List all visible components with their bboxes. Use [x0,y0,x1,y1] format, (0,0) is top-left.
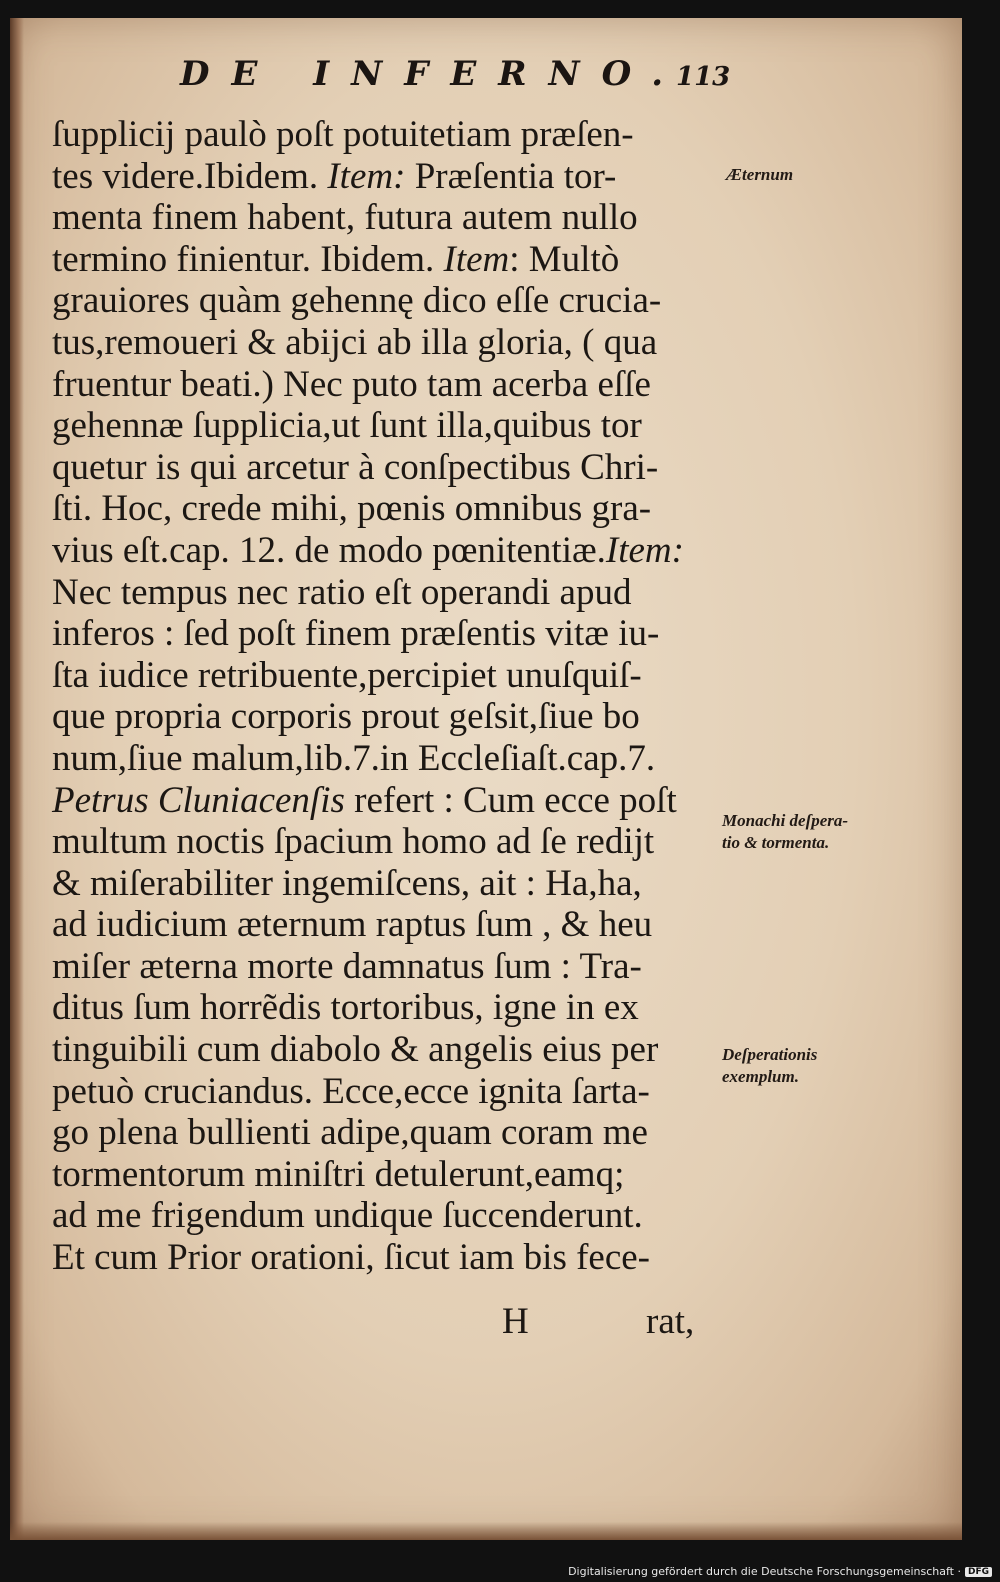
text-line [52,655,752,697]
text-segment: grauiores quàm gehennę dico eſſe crucia- [52,280,662,322]
text-line [52,447,752,489]
text-line [52,1237,752,1279]
text-line [52,1112,752,1154]
text-segment: tormentorum miniſtri detulerunt,eamq; [52,1153,625,1195]
text-segment: ſta iudice retribuente,percipiet unuſquiſ- [52,654,642,696]
margin-note-line: Monachi deſpera- [722,811,849,830]
text-line [52,738,752,780]
margin-note-line: tio & tormenta. [722,833,830,852]
text-line [52,114,752,156]
text-segment: tes videre.Ibidem. [52,155,328,197]
text-segment: que propria corporis prout geſsit,ſiue bo [52,696,640,738]
digitization-credit [568,1565,992,1578]
text-segment: Item: [327,155,406,197]
text-line [52,530,752,572]
dfg-logo: DFG [965,1567,992,1577]
text-segment: ad iudicium æternum raptus ſum , & heu [52,904,653,946]
text-segment: Et cum Prior orationi, ſicut iam bis fece- [52,1237,650,1279]
margin-note-monachi [722,810,848,854]
text-line [52,364,752,406]
text-line [52,322,752,364]
margin-note-desperationis [722,1044,817,1088]
signature-mark: H [502,1301,529,1342]
text-line [52,987,752,1029]
text-line [52,946,752,988]
text-line [52,280,752,322]
text-segment: refert : Cum ecce poſt [344,779,677,821]
margin-note-text: Æternum [726,165,794,184]
body-text [52,114,752,1279]
text-segment: quetur is qui arcetur à conſpectibus Chri- [52,446,659,488]
catchword: rat, [646,1301,695,1342]
text-line [52,1195,752,1237]
text-segment: termino finientur. Ibidem. [52,238,444,280]
text-segment: gehennæ ſupplicia,ut ſunt illa,quibus tor [52,405,642,447]
text-segment: tus,remoueri & abijci ab illa gloria, ( qua [52,321,658,363]
text-segment: multum noctis ſpacium homo ad ſe redijt [52,821,655,863]
text-line [52,1154,752,1196]
text-line [52,197,752,239]
text-line [52,572,752,614]
text-segment: & miſerabiliter ingemiſcens, ait : Ha,ha, [52,862,642,904]
text-segment: tinguibili cum diabolo & angelis eius per [52,1029,659,1071]
running-head: DE INFERNO. [180,54,686,94]
text-segment: ad me frigendum undique ſuccenderunt. [52,1195,643,1237]
text-segment: ditus ſum horrẽdis tortoribus, igne in ex [52,987,639,1029]
text-segment: Nec tempus nec ratio eſt operandi apud [52,571,632,613]
text-line [52,488,752,530]
text-line [52,696,752,738]
text-segment: inferos : ſed poſt finem præſentis vitæ iu- [52,613,660,655]
text-line [52,821,752,863]
text-line [52,239,752,281]
text-segment: : Multò [509,238,620,280]
text-line [52,156,752,198]
margin-note-line: Deſperationis [722,1045,818,1064]
text-segment: Præſentia tor- [405,155,617,197]
margin-note-line: exemplum. [722,1067,799,1086]
text-segment: ſti. Hoc, crede mihi, pœnis omnibus gra- [52,488,652,530]
text-line [52,904,752,946]
text-segment: Item [443,238,510,280]
text-line [52,863,752,905]
text-segment: go plena bullienti adipe,quam coram me [52,1112,648,1154]
text-line [52,405,752,447]
text-segment: menta finem habent, futura autem nullo [52,197,638,239]
book-page [10,18,962,1540]
page-bottom-edge [10,1522,962,1540]
text-segment: num,ſiue malum,lib.7.in Eccleſiaſt.cap.7. [52,737,656,779]
text-segment: ſupplicij paulò poſt potuitetiam præſen- [52,114,634,155]
text-segment: miſer æterna morte damnatus ſum : Tra- [52,945,642,987]
text-line [52,1071,752,1113]
text-segment: Petrus Cluniacenſis [52,779,345,821]
text-line [52,780,752,822]
text-segment: Item: [605,529,684,571]
text-segment: fruentur beati.) Nec puto tam acerba eſſe [52,363,651,405]
text-line [52,1029,752,1071]
margin-note-aeternum [726,164,793,186]
text-segment: petuò cruciandus. Ecce,ecce ignita ſarta- [52,1070,650,1112]
page-number: 113 [676,62,731,92]
credit-text: Digitalisierung gefördert durch die Deutsche Forschungsgemeinschaft · [568,1565,961,1578]
text-line [52,613,752,655]
text-segment: vius eſt.cap. 12. de modo pœnitentiæ. [52,529,606,571]
page-left-edge [10,18,24,1540]
